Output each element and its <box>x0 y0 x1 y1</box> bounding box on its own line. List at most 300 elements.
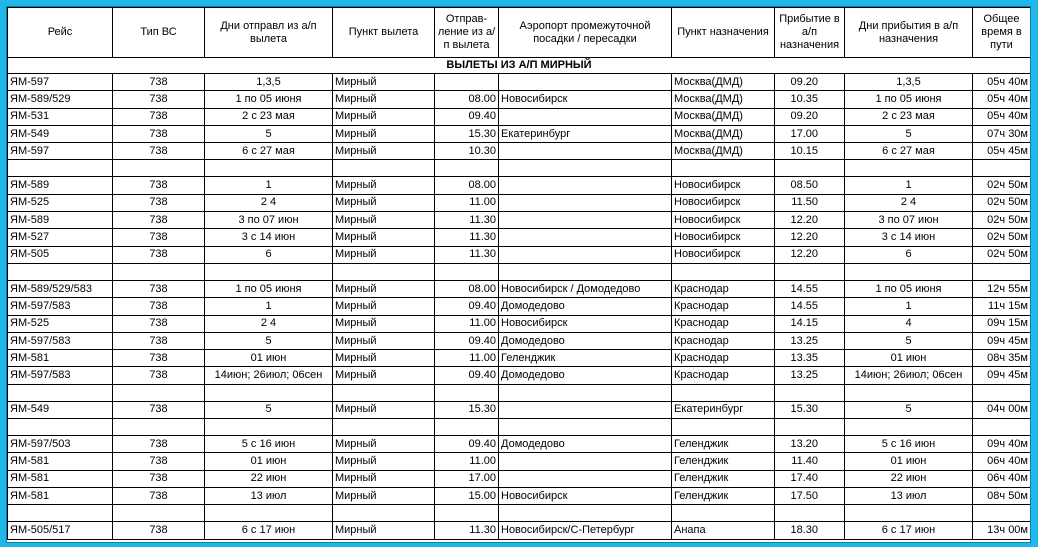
cell-arrival-days: 01 июн <box>845 350 973 367</box>
cell-transfer-airport <box>499 453 672 470</box>
cell-departure-days: 2 с 23 мая <box>205 108 333 125</box>
cell-arrival-time: 15.30 <box>775 401 845 418</box>
cell-aircraft-type: 738 <box>113 229 205 246</box>
table-row <box>8 315 1031 332</box>
cell-arrival-days: 6 с 27 мая <box>845 143 973 160</box>
cell-flight: ЯМ-581 <box>8 350 113 367</box>
cell-transfer-airport: Домодедово <box>499 332 672 349</box>
cell-departure-days: 01 июн <box>205 453 333 470</box>
table-row <box>8 74 1031 91</box>
empty-cell <box>845 384 973 401</box>
cell-departure-time: 11.00 <box>435 453 499 470</box>
cell-total-time: 08ч 35м <box>973 350 1031 367</box>
cell-arrival-days: 1 <box>845 298 973 315</box>
cell-departure-point: Мирный <box>333 332 435 349</box>
empty-cell <box>499 160 672 177</box>
cell-total-time: 06ч 40м <box>973 453 1031 470</box>
cell-destination: Геленджик <box>672 453 775 470</box>
cell-departure-time: 11.30 <box>435 229 499 246</box>
cell-flight: ЯМ-527 <box>8 229 113 246</box>
group-separator-row <box>8 505 1031 522</box>
cell-arrival-days: 2 4 <box>845 194 973 211</box>
cell-destination: Анапа <box>672 522 775 539</box>
empty-cell <box>499 419 672 436</box>
empty-cell <box>672 160 775 177</box>
cell-departure-days: 2 4 <box>205 194 333 211</box>
empty-cell <box>435 160 499 177</box>
cell-transfer-airport: Домодедово <box>499 298 672 315</box>
cell-departure-days: 2 4 <box>205 315 333 332</box>
empty-cell <box>672 419 775 436</box>
cell-departure-days: 1 <box>205 298 333 315</box>
empty-cell <box>113 505 205 522</box>
cell-departure-days: 1 по 05 июня <box>205 280 333 297</box>
col-departure-time: Отправ-ление из а/п вылета <box>435 8 499 58</box>
cell-arrival-time: 14.55 <box>775 298 845 315</box>
cell-departure-time: 11.30 <box>435 212 499 229</box>
cell-total-time: 07ч 30м <box>973 125 1031 142</box>
empty-cell <box>672 263 775 280</box>
cell-destination: Новосибирск <box>672 177 775 194</box>
cell-total-time: 09ч 15м <box>973 315 1031 332</box>
cell-aircraft-type: 738 <box>113 212 205 229</box>
cell-arrival-time: 11.50 <box>775 194 845 211</box>
cell-departure-time: 11.00 <box>435 315 499 332</box>
empty-cell <box>205 419 333 436</box>
table-row <box>8 125 1031 142</box>
col-arrival-days: Дни прибытия в а/п назначения <box>845 8 973 58</box>
table-row <box>8 436 1031 453</box>
cell-departure-time: 09.40 <box>435 332 499 349</box>
cell-departure-time: 15.30 <box>435 125 499 142</box>
cell-arrival-time: 09.20 <box>775 74 845 91</box>
cell-destination: Новосибирск <box>672 212 775 229</box>
cell-total-time: 02ч 50м <box>973 194 1031 211</box>
table-row <box>8 453 1031 470</box>
cell-total-time: 09ч 45м <box>973 367 1031 384</box>
flight-schedule-table <box>7 7 1031 540</box>
cell-arrival-days: 5 <box>845 332 973 349</box>
cell-transfer-airport <box>499 108 672 125</box>
cell-transfer-airport <box>499 246 672 263</box>
cell-aircraft-type: 738 <box>113 194 205 211</box>
cell-arrival-days: 22 июн <box>845 470 973 487</box>
cell-flight: ЯМ-589/529/583 <box>8 280 113 297</box>
cell-transfer-airport: Домодедово <box>499 436 672 453</box>
col-aircraft-type: Тип ВС <box>113 8 205 58</box>
cell-departure-time: 10.30 <box>435 143 499 160</box>
cell-flight: ЯМ-597/583 <box>8 298 113 315</box>
empty-cell <box>973 160 1031 177</box>
empty-cell <box>845 419 973 436</box>
cell-arrival-time: 12.20 <box>775 229 845 246</box>
empty-cell <box>333 505 435 522</box>
cell-departure-time: 11.00 <box>435 350 499 367</box>
cell-transfer-airport <box>499 74 672 91</box>
empty-cell <box>8 384 113 401</box>
cell-arrival-days: 3 с 14 июн <box>845 229 973 246</box>
cell-arrival-days: 2 с 23 мая <box>845 108 973 125</box>
cell-departure-point: Мирный <box>333 487 435 504</box>
cell-destination: Новосибирск <box>672 229 775 246</box>
cell-total-time: 06ч 40м <box>973 470 1031 487</box>
cell-departure-days: 1,3,5 <box>205 74 333 91</box>
table-row <box>8 246 1031 263</box>
cell-arrival-time: 11.40 <box>775 453 845 470</box>
cell-arrival-time: 13.25 <box>775 367 845 384</box>
cell-departure-time: 08.00 <box>435 280 499 297</box>
cell-arrival-days: 5 <box>845 401 973 418</box>
cell-arrival-time: 10.35 <box>775 91 845 108</box>
section-row <box>8 58 1031 74</box>
cell-departure-point: Мирный <box>333 143 435 160</box>
empty-cell <box>845 505 973 522</box>
table-row <box>8 487 1031 504</box>
empty-cell <box>333 384 435 401</box>
cell-transfer-airport <box>499 401 672 418</box>
cell-arrival-days: 5 с 16 июн <box>845 436 973 453</box>
cell-flight: ЯМ-597/583 <box>8 332 113 349</box>
cell-aircraft-type: 738 <box>113 332 205 349</box>
cell-flight: ЯМ-581 <box>8 453 113 470</box>
cell-transfer-airport: Новосибирск/С-Петербург <box>499 522 672 539</box>
cell-aircraft-type: 738 <box>113 298 205 315</box>
col-total-time: Общее время в пути <box>973 8 1031 58</box>
cell-departure-days: 5 с 16 июн <box>205 436 333 453</box>
empty-cell <box>205 505 333 522</box>
cell-arrival-days: 13 июл <box>845 487 973 504</box>
cell-aircraft-type: 738 <box>113 470 205 487</box>
cell-transfer-airport <box>499 470 672 487</box>
cell-total-time: 08ч 50м <box>973 487 1031 504</box>
cell-departure-time: 09.40 <box>435 298 499 315</box>
cell-total-time: 05ч 45м <box>973 143 1031 160</box>
empty-cell <box>775 419 845 436</box>
cell-aircraft-type: 738 <box>113 143 205 160</box>
group-separator-row <box>8 160 1031 177</box>
cell-arrival-time: 17.40 <box>775 470 845 487</box>
cell-destination: Москва(ДМД) <box>672 143 775 160</box>
cell-departure-point: Мирный <box>333 91 435 108</box>
table-row <box>8 229 1031 246</box>
cell-transfer-airport <box>499 194 672 211</box>
cell-transfer-airport <box>499 229 672 246</box>
empty-cell <box>333 263 435 280</box>
cell-destination: Москва(ДМД) <box>672 74 775 91</box>
cell-departure-days: 6 <box>205 246 333 263</box>
cell-aircraft-type: 738 <box>113 177 205 194</box>
table-row <box>8 401 1031 418</box>
empty-cell <box>205 384 333 401</box>
table-row <box>8 108 1031 125</box>
cell-destination: Краснодар <box>672 315 775 332</box>
cell-transfer-airport: Геленджик <box>499 350 672 367</box>
cell-destination: Геленджик <box>672 436 775 453</box>
cell-flight: ЯМ-589 <box>8 212 113 229</box>
empty-cell <box>435 505 499 522</box>
cell-aircraft-type: 738 <box>113 280 205 297</box>
cell-total-time: 05ч 40м <box>973 108 1031 125</box>
cell-destination: Москва(ДМД) <box>672 125 775 142</box>
cell-arrival-days: 1 по 05 июня <box>845 91 973 108</box>
cell-arrival-time: 10.15 <box>775 143 845 160</box>
cell-departure-point: Мирный <box>333 350 435 367</box>
cell-arrival-time: 12.20 <box>775 246 845 263</box>
empty-cell <box>435 263 499 280</box>
cell-flight: ЯМ-531 <box>8 108 113 125</box>
empty-cell <box>672 384 775 401</box>
empty-cell <box>333 419 435 436</box>
cell-arrival-days: 01 июн <box>845 453 973 470</box>
header-row <box>8 8 1031 58</box>
cell-arrival-time: 13.20 <box>775 436 845 453</box>
cell-departure-point: Мирный <box>333 125 435 142</box>
cell-arrival-time: 17.00 <box>775 125 845 142</box>
col-arrival-time: Прибытие в а/п назначения <box>775 8 845 58</box>
col-destination: Пункт назначения <box>672 8 775 58</box>
cell-total-time: 12ч 55м <box>973 280 1031 297</box>
cell-total-time: 02ч 50м <box>973 246 1031 263</box>
cell-flight: ЯМ-505 <box>8 246 113 263</box>
table-row <box>8 280 1031 297</box>
cell-arrival-time: 13.25 <box>775 332 845 349</box>
cell-aircraft-type: 738 <box>113 91 205 108</box>
empty-cell <box>333 160 435 177</box>
cell-departure-point: Мирный <box>333 108 435 125</box>
cell-destination: Краснодар <box>672 280 775 297</box>
cell-aircraft-type: 738 <box>113 522 205 539</box>
table-row <box>8 194 1031 211</box>
cell-departure-point: Мирный <box>333 194 435 211</box>
empty-cell <box>435 419 499 436</box>
cell-departure-time: 15.00 <box>435 487 499 504</box>
empty-cell <box>672 505 775 522</box>
table-row <box>8 143 1031 160</box>
empty-cell <box>775 263 845 280</box>
cell-departure-time <box>435 74 499 91</box>
cell-departure-days: 1 по 05 июня <box>205 91 333 108</box>
cell-departure-point: Мирный <box>333 229 435 246</box>
cell-departure-point: Мирный <box>333 280 435 297</box>
cell-flight: ЯМ-597/583 <box>8 367 113 384</box>
empty-cell <box>499 505 672 522</box>
cell-departure-point: Мирный <box>333 367 435 384</box>
table-row <box>8 367 1031 384</box>
cell-total-time: 11ч 15м <box>973 298 1031 315</box>
cell-departure-days: 01 июн <box>205 350 333 367</box>
cell-destination: Москва(ДМД) <box>672 91 775 108</box>
cell-total-time: 09ч 40м <box>973 436 1031 453</box>
cell-departure-time: 09.40 <box>435 108 499 125</box>
empty-cell <box>973 384 1031 401</box>
cell-flight: ЯМ-505/517 <box>8 522 113 539</box>
cell-departure-days: 14июн; 26июл; 06сен <box>205 367 333 384</box>
cell-departure-point: Мирный <box>333 401 435 418</box>
cell-arrival-time: 14.15 <box>775 315 845 332</box>
cell-departure-days: 6 с 27 мая <box>205 143 333 160</box>
cell-flight: ЯМ-581 <box>8 487 113 504</box>
empty-cell <box>973 505 1031 522</box>
table-row <box>8 522 1031 539</box>
cell-arrival-days: 1,3,5 <box>845 74 973 91</box>
empty-cell <box>205 263 333 280</box>
cell-total-time: 02ч 50м <box>973 177 1031 194</box>
cell-total-time: 05ч 40м <box>973 91 1031 108</box>
cell-flight: ЯМ-549 <box>8 401 113 418</box>
cell-aircraft-type: 738 <box>113 315 205 332</box>
table-row <box>8 212 1031 229</box>
empty-cell <box>845 263 973 280</box>
cell-departure-days: 3 по 07 июн <box>205 212 333 229</box>
cell-aircraft-type: 738 <box>113 367 205 384</box>
cell-aircraft-type: 738 <box>113 108 205 125</box>
cell-flight: ЯМ-589 <box>8 177 113 194</box>
cell-aircraft-type: 738 <box>113 350 205 367</box>
cell-departure-time: 15.30 <box>435 401 499 418</box>
cell-transfer-airport: Домодедово <box>499 367 672 384</box>
cell-destination: Краснодар <box>672 367 775 384</box>
cell-aircraft-type: 738 <box>113 246 205 263</box>
cell-departure-point: Мирный <box>333 212 435 229</box>
empty-cell <box>973 419 1031 436</box>
cell-transfer-airport: Новосибирск <box>499 91 672 108</box>
cell-departure-time: 11.30 <box>435 246 499 263</box>
empty-cell <box>775 160 845 177</box>
cell-arrival-days: 6 <box>845 246 973 263</box>
table-row <box>8 470 1031 487</box>
cell-departure-days: 6 с 17 июн <box>205 522 333 539</box>
cell-flight: ЯМ-597/503 <box>8 436 113 453</box>
cell-total-time: 02ч 50м <box>973 229 1031 246</box>
cell-departure-point: Мирный <box>333 522 435 539</box>
cell-flight: ЯМ-597 <box>8 74 113 91</box>
cell-aircraft-type: 738 <box>113 401 205 418</box>
cell-destination: Новосибирск <box>672 246 775 263</box>
cell-flight: ЯМ-589/529 <box>8 91 113 108</box>
cell-departure-point: Мирный <box>333 74 435 91</box>
cell-transfer-airport <box>499 143 672 160</box>
cell-departure-point: Мирный <box>333 315 435 332</box>
cell-departure-days: 5 <box>205 332 333 349</box>
cell-destination: Краснодар <box>672 350 775 367</box>
cell-arrival-days: 6 с 17 июн <box>845 522 973 539</box>
empty-cell <box>113 384 205 401</box>
col-departure-days: Дни отправл из а/п вылета <box>205 8 333 58</box>
schedule-frame <box>6 6 1031 543</box>
cell-arrival-time: 08.50 <box>775 177 845 194</box>
empty-cell <box>435 384 499 401</box>
empty-cell <box>775 384 845 401</box>
group-separator-row <box>8 263 1031 280</box>
group-separator-row <box>8 384 1031 401</box>
cell-arrival-time: 12.20 <box>775 212 845 229</box>
empty-cell <box>8 160 113 177</box>
cell-departure-days: 13 июл <box>205 487 333 504</box>
cell-arrival-days: 5 <box>845 125 973 142</box>
cell-departure-days: 5 <box>205 401 333 418</box>
cell-departure-point: Мирный <box>333 177 435 194</box>
cell-aircraft-type: 738 <box>113 436 205 453</box>
empty-cell <box>8 505 113 522</box>
cell-departure-days: 5 <box>205 125 333 142</box>
cell-departure-point: Мирный <box>333 436 435 453</box>
cell-total-time: 02ч 50м <box>973 212 1031 229</box>
cell-departure-time: 17.00 <box>435 470 499 487</box>
cell-arrival-days: 3 по 07 июн <box>845 212 973 229</box>
cell-departure-point: Мирный <box>333 298 435 315</box>
cell-departure-point: Мирный <box>333 453 435 470</box>
cell-arrival-time: 13.35 <box>775 350 845 367</box>
cell-aircraft-type: 738 <box>113 125 205 142</box>
cell-total-time: 05ч 40м <box>973 74 1031 91</box>
cell-total-time: 04ч 00м <box>973 401 1031 418</box>
table-row <box>8 91 1031 108</box>
table-row <box>8 177 1031 194</box>
cell-departure-time: 11.00 <box>435 194 499 211</box>
cell-departure-time: 11.30 <box>435 522 499 539</box>
table-row <box>8 298 1031 315</box>
cell-transfer-airport: Екатеринбург <box>499 125 672 142</box>
cell-transfer-airport <box>499 212 672 229</box>
empty-cell <box>8 419 113 436</box>
cell-transfer-airport <box>499 177 672 194</box>
cell-aircraft-type: 738 <box>113 453 205 470</box>
table-row <box>8 332 1031 349</box>
cell-departure-point: Мирный <box>333 470 435 487</box>
cell-destination: Екатеринбург <box>672 401 775 418</box>
cell-flight: ЯМ-549 <box>8 125 113 142</box>
col-transfer-airport: Аэропорт промежуточной посадки / пересадки <box>499 8 672 58</box>
empty-cell <box>845 160 973 177</box>
cell-flight: ЯМ-581 <box>8 470 113 487</box>
cell-flight: ЯМ-525 <box>8 315 113 332</box>
cell-total-time: 09ч 45м <box>973 332 1031 349</box>
empty-cell <box>205 160 333 177</box>
cell-destination: Краснодар <box>672 298 775 315</box>
empty-cell <box>113 160 205 177</box>
cell-arrival-days: 14июн; 26июл; 06сен <box>845 367 973 384</box>
cell-arrival-time: 09.20 <box>775 108 845 125</box>
empty-cell <box>775 505 845 522</box>
cell-transfer-airport: Новосибирск <box>499 315 672 332</box>
cell-transfer-airport: Новосибирск / Домодедово <box>499 280 672 297</box>
cell-arrival-days: 1 по 05 июня <box>845 280 973 297</box>
section-title: ВЫЛЕТЫ ИЗ А/П МИРНЫЙ <box>8 58 1031 74</box>
empty-cell <box>113 419 205 436</box>
empty-cell <box>8 263 113 280</box>
cell-aircraft-type: 738 <box>113 74 205 91</box>
cell-departure-days: 22 июн <box>205 470 333 487</box>
col-flight: Рейс <box>8 8 113 58</box>
cell-departure-days: 3 с 14 июн <box>205 229 333 246</box>
table-row <box>8 350 1031 367</box>
empty-cell <box>973 263 1031 280</box>
cell-departure-time: 08.00 <box>435 91 499 108</box>
cell-destination: Геленджик <box>672 470 775 487</box>
cell-arrival-time: 17.50 <box>775 487 845 504</box>
empty-cell <box>113 263 205 280</box>
cell-arrival-days: 1 <box>845 177 973 194</box>
cell-destination: Москва(ДМД) <box>672 108 775 125</box>
cell-destination: Новосибирск <box>672 194 775 211</box>
cell-flight: ЯМ-525 <box>8 194 113 211</box>
empty-cell <box>499 263 672 280</box>
cell-departure-days: 1 <box>205 177 333 194</box>
cell-departure-time: 08.00 <box>435 177 499 194</box>
cell-arrival-time: 18.30 <box>775 522 845 539</box>
empty-cell <box>499 384 672 401</box>
cell-departure-time: 09.40 <box>435 436 499 453</box>
